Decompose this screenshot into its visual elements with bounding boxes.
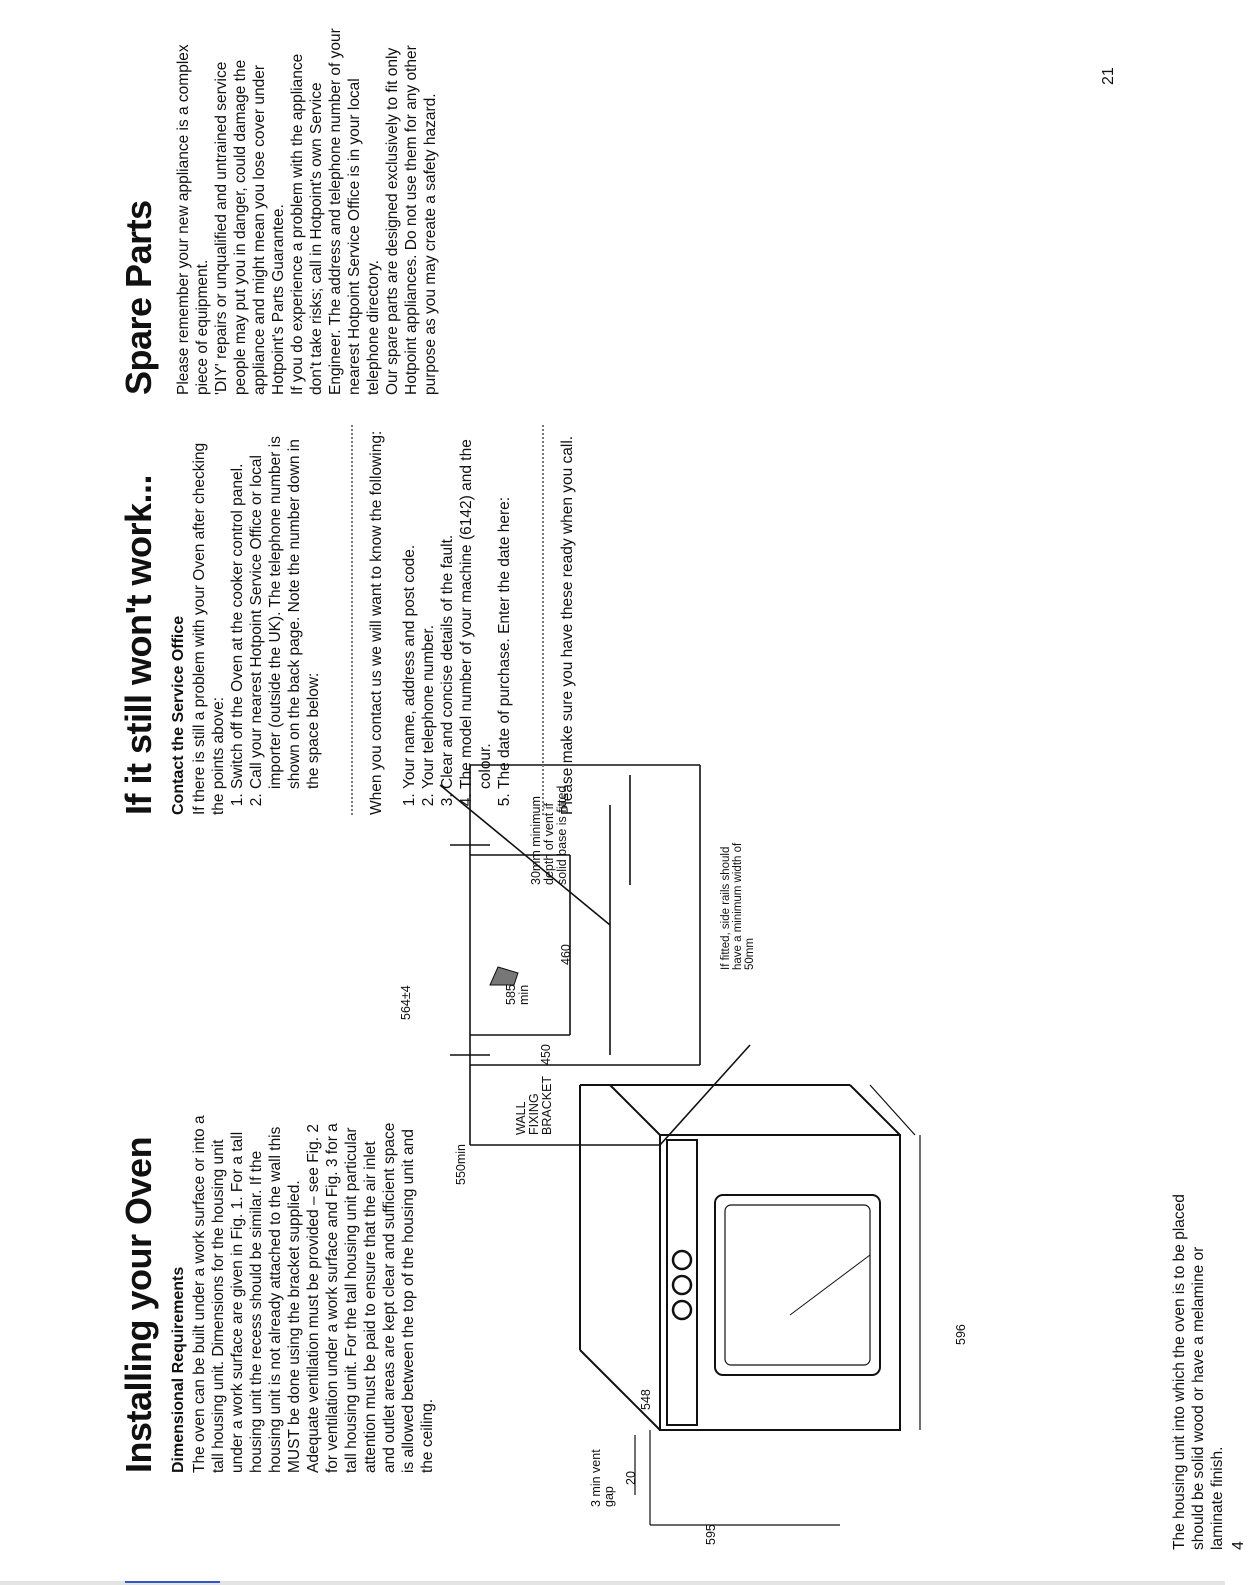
knob-3 — [673, 1251, 691, 1269]
service-item-2: 2. Your telephone number. — [419, 425, 438, 789]
label-30mm: 30mm minimum depth of vent if solid base is fitted — [529, 785, 569, 885]
install-title: Installing your Oven — [118, 1136, 159, 1473]
service-step-2: 2. Call your nearest Hotpoint Service Office or local importer (outside the UK). The telephone number is shown on the back page. Note the number down in the space below: — [247, 425, 323, 789]
service-intro: If there is still a problem with your Oven after checking the points above: — [191, 442, 227, 815]
service-step-1: 1. Switch off the Oven at the cooker control panel. — [228, 425, 247, 789]
label-596: 596 — [954, 1324, 968, 1345]
install-footer-note: The housing unit into which the oven is to be placed should be solid wood or have a melamine or laminate finish. — [1171, 1194, 1226, 1550]
install-paragraph-1: The oven can be built under a work surface or into a tall housing unit. Dimensions for the housing unit under a work surface are given in Fig. 1. For a tall housing unit the recess should be similar. If the housing unit is not already attached to the wall this MUST be done using the bracket supplied. — [191, 1115, 303, 1473]
spares-column — [118, 20, 440, 395]
label-595: 595 — [704, 1524, 718, 1545]
phone-number-line[interactable] — [351, 425, 353, 815]
label-550: 550min — [454, 1144, 468, 1185]
install-subtitle: Dimensional Requirements — [170, 1266, 187, 1473]
label-wall-bracket: WALL FIXING BRACKET — [514, 1075, 554, 1135]
footer-link-bar — [125, 1581, 220, 1583]
service-contact-intro: When you contact us we will want to know the following: — [368, 430, 385, 815]
install-column — [118, 1113, 437, 1473]
spares-paragraph-3: If you do experience a problem with the appliance don't take risks; call in Hotpoint's own Service Engineer. The address and telephone number of your nearest Hotpoint Service Office is in your local telephone directory. — [289, 28, 382, 395]
knob-1 — [673, 1301, 691, 1319]
label-460: 460 — [559, 944, 573, 965]
spares-paragraph-4: Our spare parts are designed exclusively to fit only Hotpoint appliances. Do not use them for any other purpose as you may create a safety hazard. — [384, 45, 439, 395]
install-paragraph-2: Adequate ventilation must be provided – see Fig. 2 for ventilation under a work surface and Fig. 3 for a tall housing unit. For the tall housing unit particular attention must be paid to ensure that the air inlet and outlet areas are kept clear and sufficient space is allowed between the top of the housing unit and the ceiling. — [305, 1122, 436, 1473]
label-side-rails: If fitted, side rails should have a minimum width of 50mm — [720, 842, 756, 970]
page-number-right: 21 — [1100, 67, 1117, 85]
spares-title: Spare Parts — [118, 200, 159, 395]
spares-paragraph-2: 'DIY' repairs or unqualified and untrained service people may put you in danger, could damage the appliance and might mean you lose cover under Hotpoint's Parts Guarantee. — [213, 59, 287, 395]
purchase-date-line[interactable] — [542, 425, 544, 815]
service-item-1: 1. Your name, address and post code. — [400, 425, 419, 789]
label-548: 548 — [639, 1389, 653, 1410]
label-564: 564±4 — [399, 985, 413, 1020]
housing-unit-diagram — [430, 765, 760, 1185]
service-subtitle: Contact the Service Office — [170, 615, 187, 815]
service-closing: Please make sure you have these ready when you call. — [559, 435, 576, 815]
page-number-left: 4 — [1230, 1541, 1247, 1550]
service-item-5: 5. The date of purchase. Enter the date here: — [495, 425, 514, 789]
service-column — [118, 425, 577, 815]
knob-2 — [673, 1276, 691, 1294]
service-item-3: 3. Clear and concise details of the fault. — [438, 425, 457, 789]
label-vent-gap: 3 min vent gap — [589, 1449, 616, 1507]
oven-window — [715, 1195, 880, 1375]
label-450: 450 — [539, 1044, 553, 1065]
service-title: If it still won't work... — [118, 474, 159, 815]
label-20: 20 — [624, 1471, 638, 1485]
spares-paragraph-1: Please remember your new appliance is a complex piece of equipment. — [175, 44, 211, 395]
label-585: 585 min — [504, 984, 531, 1005]
service-item-4: 4. The model number of your machine (6142) and the colour. — [457, 425, 495, 789]
